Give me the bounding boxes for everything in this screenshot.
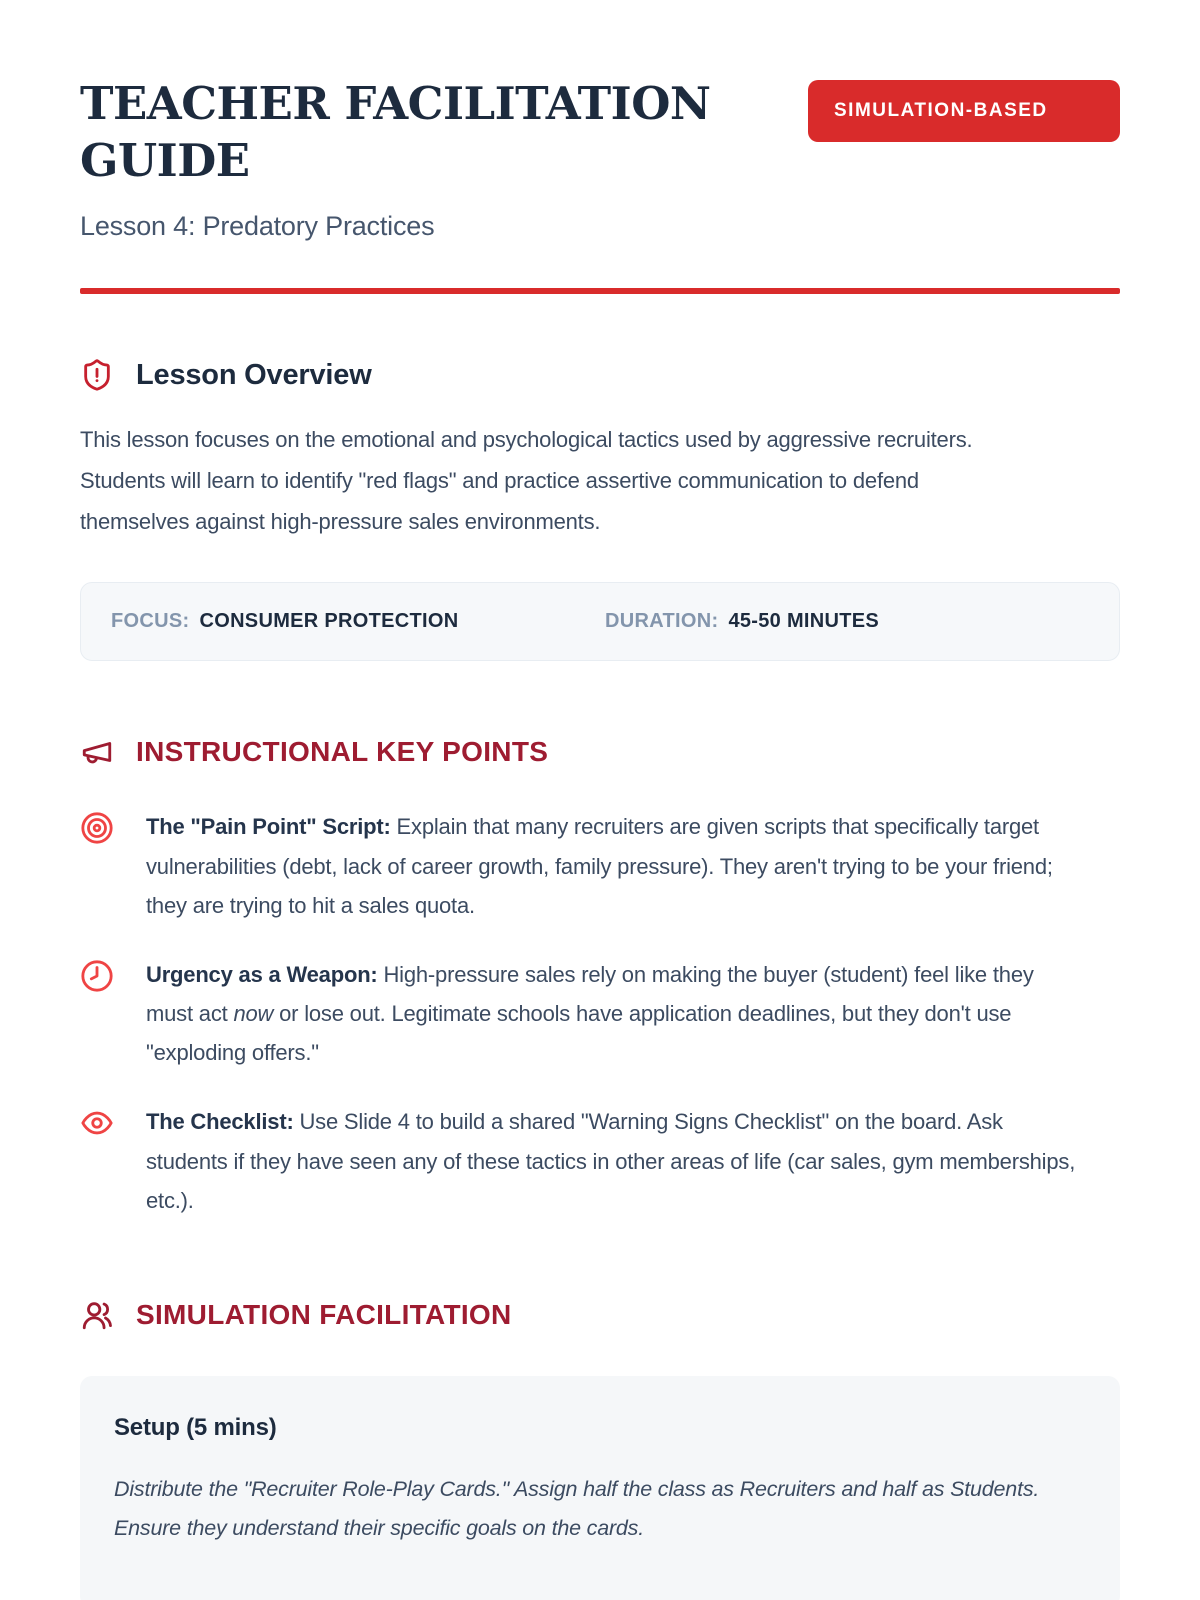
focus-value: CONSUMER PROTECTION [199,610,459,633]
simulation-based-badge: SIMULATION-BASED [808,80,1120,142]
key-points-title: INSTRUCTIONAL KEY POINTS [136,736,549,768]
header [80,76,1120,189]
key-point-italic-word: now [233,1001,274,1027]
lesson-subtitle: Lesson 4: Predatory Practices [80,211,435,242]
key-point-item [80,955,1120,1072]
focus-group [111,610,605,633]
key-point-text [146,1102,1076,1219]
key-point-lead: The Checklist: [146,1109,294,1135]
key-points-list [80,807,1120,1219]
lesson-overview-heading [80,358,1120,392]
key-point-item [80,807,1120,924]
lesson-overview-body: This lesson focuses on the emotional and psychological tactics used by aggressive recruiters. Students will learn to identify "red flags" and practice assertive communication to defend themselves against high-pressure sales environments. [80,427,973,534]
key-point-lead: Urgency as a Weapon: [146,961,378,987]
page-title: TEACHER FACILITATION GUIDE [80,77,711,187]
shield-alert-icon [80,358,114,392]
key-point-text [146,807,1076,924]
lesson-overview-title: Lesson Overview [136,358,372,391]
setup-box [80,1376,1120,1600]
duration-label: DURATION: [605,610,719,633]
focus-duration-bar [80,582,1120,661]
duration-value: 45-50 MINUTES [728,610,880,633]
megaphone-icon [80,735,114,769]
red-divider [80,288,1120,294]
duration-group [605,610,879,633]
setup-body: Distribute the "Recruiter Role-Play Cards." Assign half the class as Recruiters and half as Students. Ensure they understand their specific goals on the cards. [114,1476,1040,1540]
eye-icon [80,1106,114,1219]
target-icon [80,811,114,924]
key-point-body: Explain that many recruiters are given scripts that specifically target vulnerabilities (debt, lack of career growth, family pressure). They aren't trying to be your friend; they are trying to hit a sales quota. [146,814,1053,918]
key-point-text [146,955,1076,1072]
key-point-body-after: or lose out. Legitimate schools have application deadlines, but they don't use "exploding offers." [146,1001,1012,1066]
setup-title: Setup (5 mins) [114,1413,277,1441]
focus-label: FOCUS: [111,610,190,633]
key-points-heading [80,735,1120,769]
clock-icon [80,959,114,1072]
key-point-body: Use Slide 4 to build a shared "Warning Signs Checklist" on the board. Ask students if they have seen any of these tactics in other areas of life (car sales, gym memberships, etc.). [146,1109,1076,1213]
simulation-heading [80,1298,1120,1332]
simulation-title: SIMULATION FACILITATION [136,1298,512,1330]
key-point-lead: The "Pain Point" Script: [146,814,391,840]
key-point-item [80,1102,1120,1219]
key-point-body-before: High-pressure sales rely on making the buyer (student) feel like they must act [146,961,1034,1027]
users-icon [80,1298,114,1332]
